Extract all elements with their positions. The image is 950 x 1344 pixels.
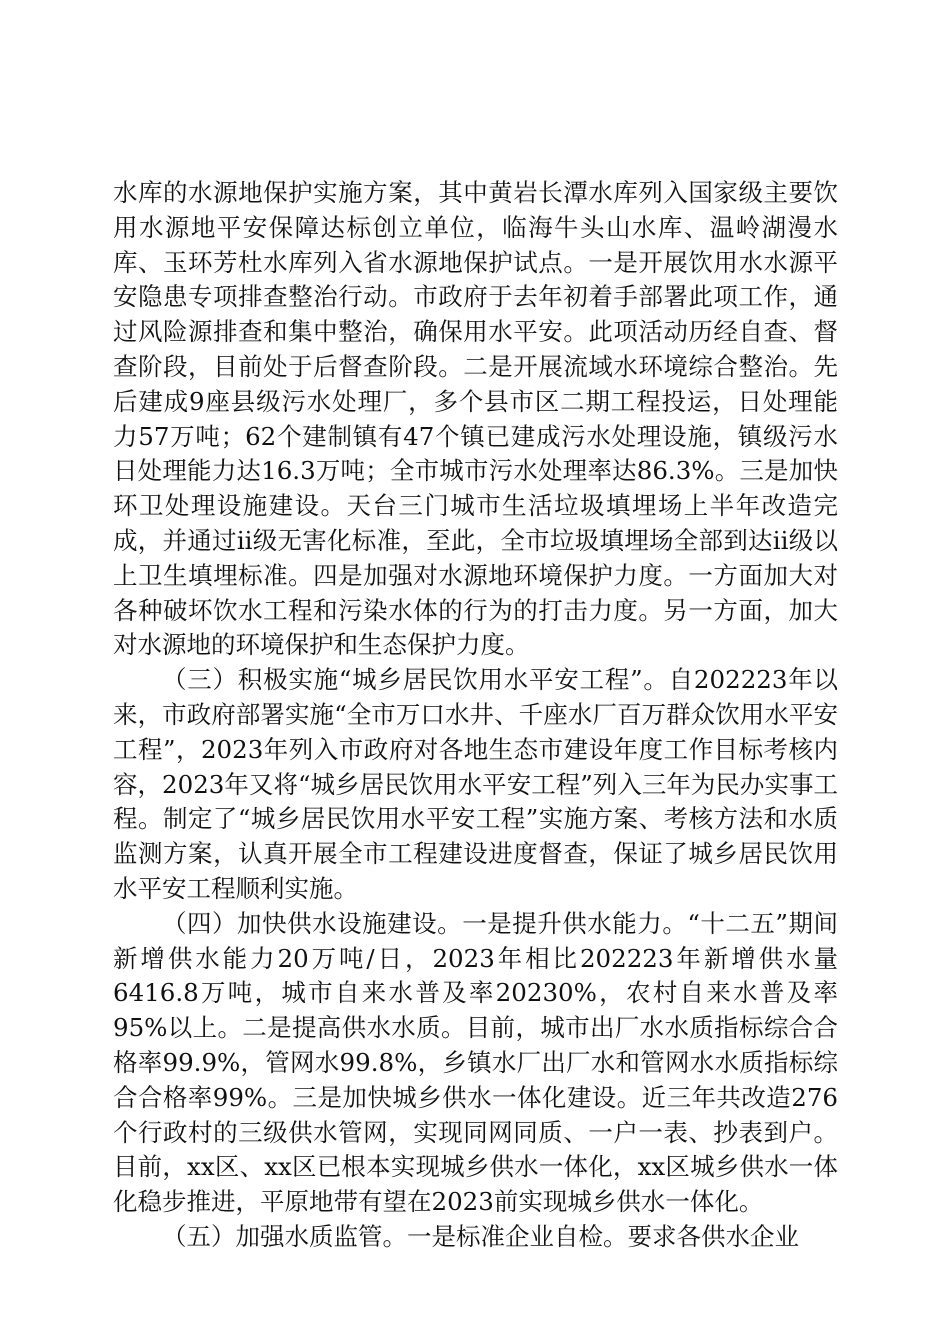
- document-body: [113, 176, 838, 1255]
- paragraph-drinking-water-safety-project: （三）积极实施“城乡居民饮用水平安工程”。自202223年以来，市政府部署实施“全市万口水井、千座水厂百万群众饮用水平安工程”，2023年列入市政府对各地生态市建设年度工作目标考核内容，2023年又将“城乡居民饮用水平安工程”列入三年为民办实事工程。制定了“城乡居民饮用水平安工程”实施方案、考核方法和水质监测方案，认真开展全市工程建设进度督查，保证了城乡居民饮用水平安工程顺利实施。: [113, 665, 838, 903]
- paragraph-water-quality-supervision: （五）加强水质监管。一是标准企业自检。要求各供水企业: [162, 1221, 799, 1251]
- paragraph-water-supply-facilities: （四）加快供水设施建设。一是提升供水能力。“十二五”期间新增供水能力20万吨/日，2023年相比202223年新增供水量6416.8万吨，城市自来水普及率20230%，农村自来水普及率95%以上。二是提高供水水质。目前，城市出厂水水质指标综合合格率99.9%，管网水99.8%，乡镇水厂出厂水和管网水水质指标综合合格率99%。三是加快城乡供水一体化建设。近三年共改造276个行政村的三级供水管网，实现同网同质、一户一表、抄表到户。目前，xx区、xx区已根本实现城乡供水一体化，xx区城乡供水一体化稳步推进，平原地带有望在2023前实现城乡供水一体化。: [113, 908, 838, 1217]
- paragraph-water-source-protection: 水库的水源地保护实施方案，其中黄岩长潭水库列入国家级主要饮用水源地平安保障达标创立单位，临海牛头山水库、温岭湖漫水库、玉环芳杜水库列入省水源地保护试点。一是开展饮用水水源平安隐患专项排查整治行动。市政府于去年初着手部署此项工作，通过风险源排查和集中整治，确保用水平安。此项活动历经自查、督查阶段，目前处于后督查阶段。二是开展流域水环境综合整治。先后建成9座县级污水处理厂，多个县市区二期工程投运，日处理能力57万吨；62个建制镇有47个镇已建成污水处理设施，镇级污水日处理能力达16.3万吨；全市城市污水处理率达86.3%。三是加快环卫处理设施建设。天台三门城市生活垃圾填埋场上半年改造完成，并通过ii级无害化标准，至此，全市垃圾填埋场全部到达ii级以上卫生填埋标准。四是加强对水源地环境保护力度。一方面加大对各种破坏饮水工程和污染水体的行为的打击力度。另一方面，加大对水源地的环境保护和生态保护力度。: [113, 178, 838, 660]
